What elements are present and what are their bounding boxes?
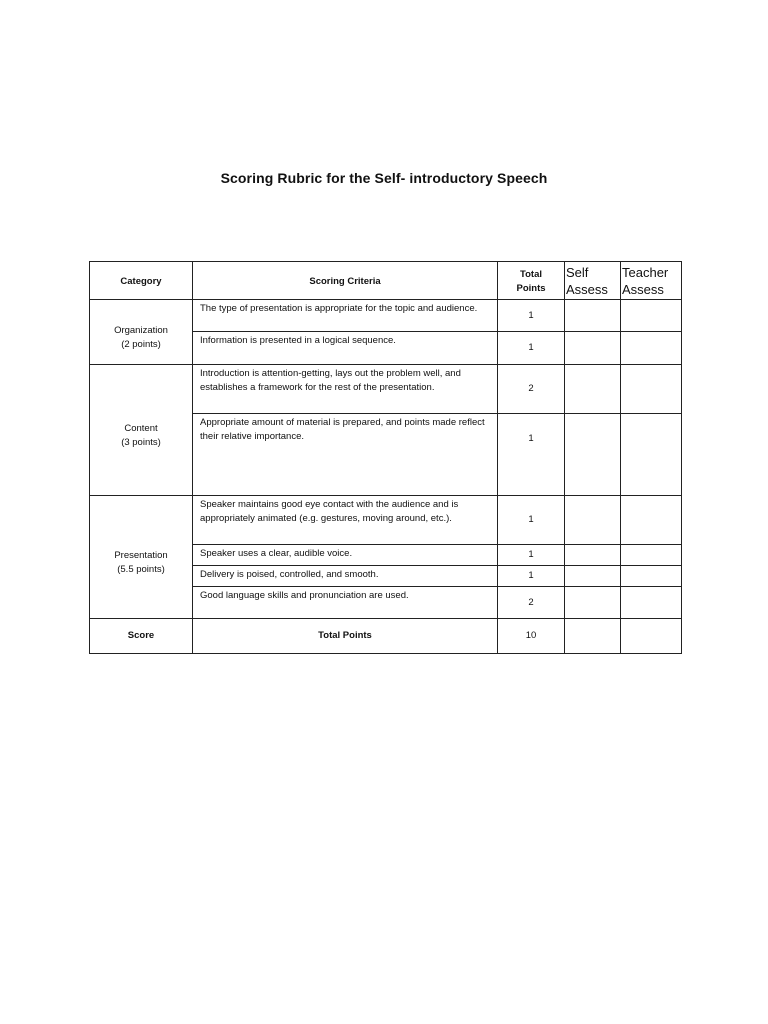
self-assess-cell[interactable]	[565, 496, 621, 545]
header-teacher-assess	[621, 262, 682, 300]
self-assess-cell[interactable]	[565, 414, 621, 496]
header-total-points	[498, 262, 565, 300]
page-title: Scoring Rubric for the Self- introductory Speech	[220, 170, 548, 186]
points-cell: 2	[498, 365, 565, 414]
header-teacher-line2: Assess	[622, 282, 664, 297]
score-row	[90, 619, 682, 654]
teacher-assess-total-cell[interactable]	[621, 619, 682, 654]
category-points: (2 points)	[121, 339, 161, 350]
header-self-assess	[565, 262, 621, 300]
self-assess-cell[interactable]	[565, 365, 621, 414]
total-points-value: 10	[498, 619, 565, 654]
self-assess-cell[interactable]	[565, 587, 621, 619]
category-content	[90, 365, 193, 496]
category-points: (3 points)	[121, 437, 161, 448]
points-cell: 1	[498, 300, 565, 332]
total-points-label: Total Points	[193, 619, 498, 654]
header-self-line2: Assess	[566, 282, 608, 297]
teacher-assess-cell[interactable]	[621, 545, 682, 566]
points-cell: 1	[498, 566, 565, 587]
table-row	[90, 365, 682, 414]
category-name: Presentation	[114, 550, 168, 561]
teacher-assess-cell[interactable]	[621, 332, 682, 365]
points-cell: 1	[498, 545, 565, 566]
criteria-cell: Speaker uses a clear, audible voice.	[193, 545, 498, 566]
category-name: Organization	[114, 325, 168, 336]
teacher-assess-cell[interactable]	[621, 300, 682, 332]
table-row	[90, 496, 682, 545]
score-label: Score	[90, 619, 193, 654]
teacher-assess-cell[interactable]	[621, 587, 682, 619]
header-criteria: Scoring Criteria	[193, 262, 498, 300]
criteria-cell: Good language skills and pronunciation are used.	[193, 587, 498, 619]
self-assess-cell[interactable]	[565, 566, 621, 587]
points-cell: 1	[498, 496, 565, 545]
criteria-cell: Delivery is poised, controlled, and smooth.	[193, 566, 498, 587]
category-points: (5.5 points)	[117, 564, 165, 575]
header-row	[90, 262, 682, 300]
category-organization	[90, 300, 193, 365]
teacher-assess-cell[interactable]	[621, 496, 682, 545]
rubric-table	[89, 261, 682, 654]
self-assess-cell[interactable]	[565, 300, 621, 332]
table-row	[90, 300, 682, 332]
points-cell: 2	[498, 587, 565, 619]
category-presentation	[90, 496, 193, 619]
category-name: Content	[124, 423, 158, 434]
teacher-assess-cell[interactable]	[621, 566, 682, 587]
self-assess-total-cell[interactable]	[565, 619, 621, 654]
points-cell: 1	[498, 414, 565, 496]
criteria-cell: Speaker maintains good eye contact with the audience and is appropriately animated (e.g. gestures, moving around, etc.).	[193, 496, 498, 545]
header-total-line1: Total	[520, 268, 542, 280]
criteria-cell: Appropriate amount of material is prepared, and points made reflect their relative importance.	[193, 414, 498, 496]
self-assess-cell[interactable]	[565, 332, 621, 365]
criteria-cell: Introduction is attention-getting, lays out the problem well, and establishes a framework for the rest of the presentation.	[193, 365, 498, 414]
header-total-line2: Points	[516, 282, 546, 294]
teacher-assess-cell[interactable]	[621, 365, 682, 414]
teacher-assess-cell[interactable]	[621, 414, 682, 496]
self-assess-cell[interactable]	[565, 545, 621, 566]
points-cell: 1	[498, 332, 565, 365]
criteria-cell: The type of presentation is appropriate for the topic and audience.	[193, 300, 498, 332]
header-teacher-line1: Teacher	[622, 265, 669, 280]
header-self-line1: Self	[566, 265, 589, 280]
criteria-cell: Information is presented in a logical sequence.	[193, 332, 498, 365]
header-category: Category	[90, 262, 193, 300]
